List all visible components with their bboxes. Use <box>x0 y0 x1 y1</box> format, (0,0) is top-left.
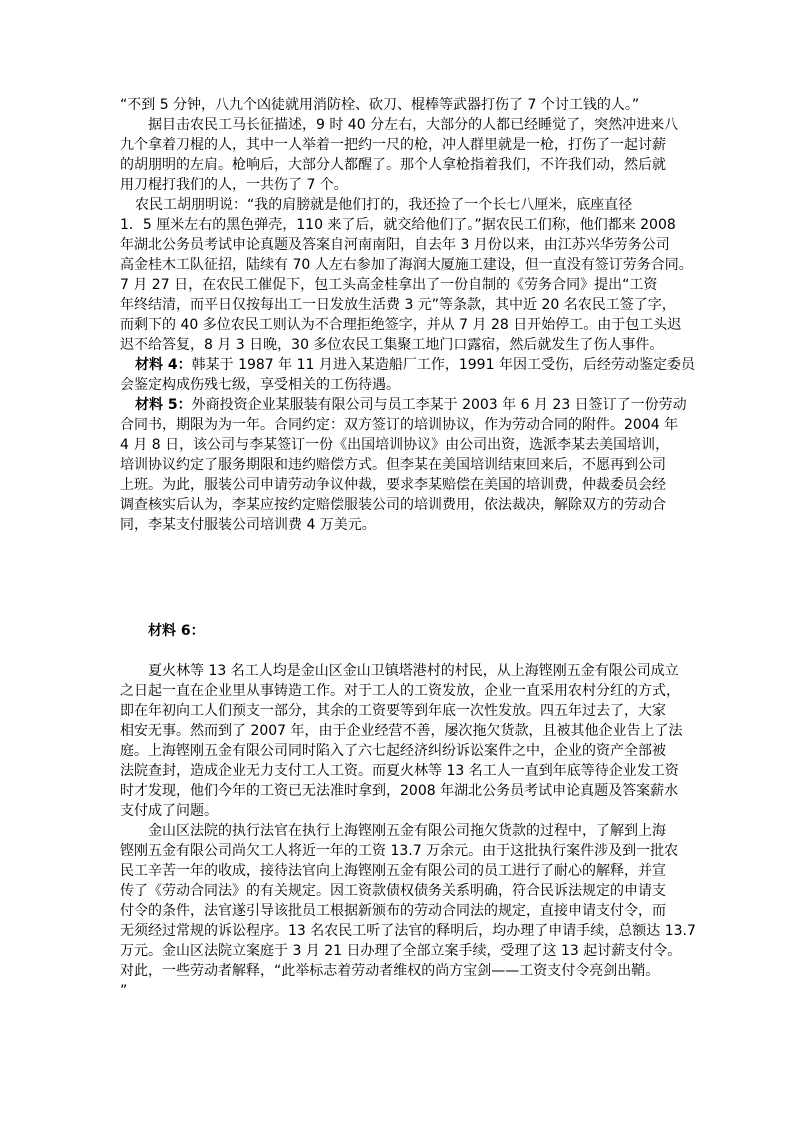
line-text: 之日起一直在企业里从事铸造工作。对于工人的工资发放，企业一直采用农村分红的方式， <box>120 683 680 699</box>
text-line <box>120 861 695 881</box>
material-label: 材料 6： <box>148 623 205 639</box>
line-text: “不到 5 分钟，八九个凶徒就用消防栓、砍刀、棍棒等武器打伤了 7 个讨工钱的人。” <box>120 97 640 113</box>
line-text: ” <box>120 983 128 999</box>
text-line <box>120 681 695 701</box>
text-line <box>120 195 695 215</box>
text-line <box>120 741 695 761</box>
text-line <box>120 881 695 901</box>
line-text: 7 月 27 日，在农民工催促下，包工头高金桂拿出了一份自制的《劳务合同》提出“工资 <box>120 277 658 293</box>
line-text: 培训协议约定了服务期限和违约赔偿方式。但李某在美国培训结束回来后，不愿再到公司 <box>120 457 666 473</box>
text-line <box>120 235 695 255</box>
text-line <box>120 415 695 435</box>
text-line <box>120 315 695 335</box>
text-line <box>120 781 695 801</box>
line-text: 上班。为此，服装公司申请劳动争议仲裁，要求李某赔偿在美国的培训费，仲裁委员会经 <box>120 477 666 493</box>
line-text: 万元。金山区法院立案庭于 3 月 21 日办理了全部立案手续，受理了这 13 起讨薪支付令。 <box>120 943 682 959</box>
text-line <box>120 115 695 135</box>
text-line <box>120 701 695 721</box>
line-text: 农民工胡朋明说：“我的肩膀就是他们打的，我还捡了一个长七八厘米，底座直径 <box>135 197 633 213</box>
text-line <box>120 435 695 455</box>
material-label: 材料 5： <box>135 397 192 413</box>
text-line <box>120 95 695 115</box>
text-line <box>120 275 695 295</box>
text-line <box>120 375 695 395</box>
line-text: 用刀棍打我们的人，一共伤了 7 个。 <box>120 177 348 193</box>
text-line <box>120 295 695 315</box>
line-text: 即在年初向工人们预支一部分，其余的工资要等到年底一次性发放。四五年过去了，大家 <box>120 703 666 719</box>
line-text: 金山区法院的执行法官在执行上海铿刚五金有限公司拖欠货款的过程中，了解到上海 <box>148 823 666 839</box>
text-line <box>120 961 695 981</box>
line-text: 同，李某支付服装公司培训费 4 万美元。 <box>120 517 376 533</box>
text-line <box>120 621 695 641</box>
text-line <box>120 355 695 375</box>
text-line <box>120 661 695 681</box>
line-text: 调查核实后认为，李某应按约定赔偿服装公司的培训费用，依法裁决，解除双方的劳动合 <box>120 497 666 513</box>
text-line <box>120 335 695 355</box>
text-line <box>120 455 695 475</box>
material-label: 材料 4： <box>135 357 192 373</box>
line-text: 传了《劳动合同法》的有关规定。因工资款债权债务关系明确，符合民诉法规定的申请支 <box>120 883 666 899</box>
text-line <box>120 155 695 175</box>
line-text: 时才发现，他们今年的工资已无法准时拿到，2008 年湖北公务员考试申论真题及答案薪水 <box>120 783 679 799</box>
line-text: 相安无事。然而到了 2007 年，由于企业经营不善，屡次拖欠货款，且被其他企业告上了法 <box>120 723 683 739</box>
line-text: 韩某于 1987 年 11 月进入某造船厂工作，1991 年因工受伤，后经劳动鉴定委员 <box>191 357 695 373</box>
line-text: 会鉴定构成伤残七级，享受相关的工伤待遇。 <box>120 377 400 393</box>
line-text: 法院查封，造成企业无力支付工人工资。而夏火林等 13 名工人一直到年底等待企业发工资 <box>120 763 679 779</box>
text-line <box>120 981 695 1001</box>
text-line <box>120 901 695 921</box>
line-text: 夏火林等 13 名工人均是金山区金山卫镇塔港村的村民，从上海铿刚五金有限公司成立 <box>148 663 679 679</box>
text-line <box>120 515 695 535</box>
line-text: 民工辛苦一年的收成，接待法官向上海铿刚五金有限公司的员工进行了耐心的解释，并宣 <box>120 863 666 879</box>
line-text: 九个拿着刀棍的人，其中一人举着一把约一尺的枪，冲人群里就是一枪，打伤了一起讨薪 <box>120 137 666 153</box>
line-text: 而剩下的 40 多位农民工则认为不合理拒绝签字，并从 7 月 28 日开始停工。由于包工头迟 <box>120 317 682 333</box>
text-line <box>120 215 695 235</box>
line-text: 庭。上海铿刚五金有限公司同时陷入了六七起经济纠纷诉讼案件之中，企业的资产全部被 <box>120 743 666 759</box>
line-text: 据目击农民工马长征描述，9 时 40 分左右，大部分的人都已经睡觉了，突然冲进来八 <box>148 117 679 133</box>
text-line <box>120 395 695 415</box>
line-text: 支付成了问题。 <box>120 803 218 819</box>
text-line <box>120 761 695 781</box>
text-line <box>120 475 695 495</box>
document-section-cases-1-5 <box>120 95 695 535</box>
line-text: 付令的条件，法官遂引导该批员工根据新颁布的劳动合同法的规定，直接申请支付令，而 <box>120 903 666 919</box>
document-section-heading-6 <box>120 621 695 641</box>
text-line <box>120 135 695 155</box>
text-line <box>120 801 695 821</box>
document-section-case-6 <box>120 661 695 1001</box>
line-text: 迟不给答复，8 月 3 日晚，30 多位农民工集聚工地门口露宿，然后就发生了伤人事件。 <box>120 337 664 353</box>
line-text: 对此，一些劳动者解释，“此举标志着劳动者维权的尚方宝剑——工资支付令亮剑出鞘。 <box>120 963 660 979</box>
line-text: 外商投资企业某服装有限公司与员工李某于 2003 年 6 月 23 日签订了一份劳动 <box>191 397 687 413</box>
text-line <box>120 255 695 275</box>
line-text: 1．5 厘米左右的黑色弹壳，110 来了后，就交给他们了。”据农民工们称，他们都来 2008 <box>120 217 676 233</box>
line-text: 铿刚五金有限公司尚欠工人将近一年的工资 13.7 万余元。由于这批执行案件涉及到一批农 <box>120 843 679 859</box>
line-text: 年终结清，而平日仅按每出工一日发放生活费 3 元”等条款，其中近 20 名农民工签了字， <box>120 297 676 313</box>
text-line <box>120 841 695 861</box>
text-line <box>120 941 695 961</box>
line-text: 合同书，期限为为一年。合同约定：双方签订的培训协议，作为劳动合同的附件。2004 年 <box>120 417 679 433</box>
text-line <box>120 175 695 195</box>
line-text: 4 月 8 日，该公司与李某签订一份《出国培训协议》由公司出资，选派李某去美国培训， <box>120 437 670 453</box>
text-line <box>120 821 695 841</box>
line-text: 无须经过常规的诉讼程序。13 名农民工听了法官的释明后，均办理了申请手续，总额达 13.7 <box>120 923 696 939</box>
text-line <box>120 721 695 741</box>
line-text: 年湖北公务员考试申论真题及答案自河南南阳，自去年 3 月份以来，由江苏兴华劳务公司 <box>120 237 670 253</box>
line-text: 的胡朋明的左肩。枪响后，大部分人都醒了。那个人拿枪指着我们，不许我们动，然后就 <box>120 157 666 173</box>
line-text: 高金桂木工队征招，陆续有 70 人左右参加了海润大厦施工建设，但一直没有签订劳务合同。 <box>120 257 693 273</box>
text-line <box>120 921 695 941</box>
text-line <box>120 495 695 515</box>
